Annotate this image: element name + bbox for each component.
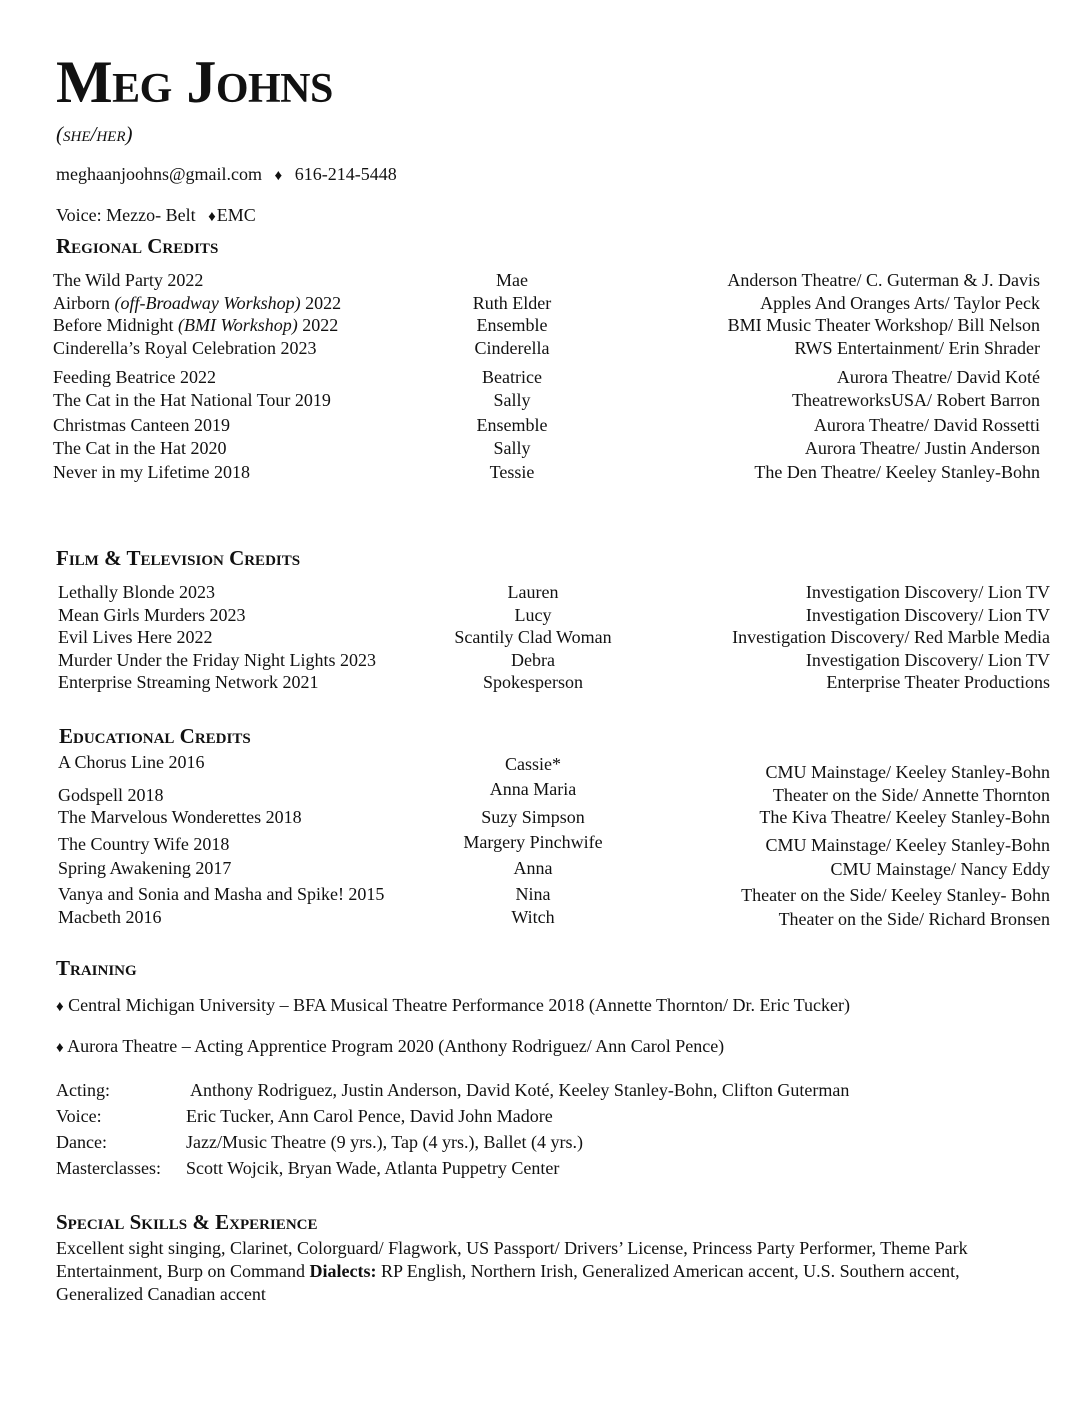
- credit-role: Mae: [496, 270, 528, 290]
- credit-role: Anna Maria: [489, 779, 577, 799]
- pronouns: (she/her): [56, 122, 133, 146]
- credit-title: [53, 269, 203, 291]
- credit-company: CMU Mainstage/ Keeley Stanley-Bohn: [765, 835, 1050, 855]
- credit-company: The Kiva Theatre/ Keeley Stanley-Bohn: [759, 807, 1050, 827]
- credit-row: [0, 883, 1092, 905]
- credit-role: Margery Pinchwife: [463, 832, 603, 852]
- credit-company: Aurora Theatre/ David Koté: [836, 367, 1040, 387]
- diamond-separator-icon: ♦: [208, 209, 216, 225]
- credit-title-text: Godspell 2018: [58, 785, 164, 805]
- training-value-masterclasses: Scott Wojcik, Bryan Wade, Atlanta Puppetry Center: [186, 1158, 560, 1178]
- credit-title-text: The Cat in the Hat National Tour 2019: [53, 390, 331, 410]
- credit-company: Investigation Discovery/ Red Marble Media: [732, 627, 1050, 647]
- credit-row: [0, 857, 1092, 879]
- credit-title: [58, 906, 161, 928]
- credit-title: [53, 389, 331, 411]
- credit-row: [0, 337, 1092, 359]
- credit-row: [0, 581, 1092, 603]
- credit-row: [0, 649, 1092, 671]
- credit-role: Witch: [511, 907, 555, 927]
- credit-role: Anna: [513, 858, 553, 878]
- credit-company: Investigation Discovery/ Lion TV: [805, 650, 1050, 670]
- section-heading-film-tv: Film & Television Credits: [56, 546, 301, 570]
- credit-title-text: Murder Under the Friday Night Lights 2023: [58, 650, 376, 670]
- credit-company: RWS Entertainment/ Erin Shrader: [794, 338, 1040, 358]
- voice-line: [56, 206, 256, 225]
- credit-row: [0, 671, 1092, 693]
- credit-company: Investigation Discovery/ Lion TV: [805, 582, 1050, 602]
- credit-title: [53, 414, 230, 436]
- credit-role: Suzy Simpson: [481, 807, 585, 827]
- credit-title: [58, 649, 376, 671]
- credit-role: Sally: [493, 390, 531, 410]
- credit-company: Theater on the Side/ Annette Thornton: [772, 785, 1050, 805]
- credit-role: Debra: [511, 650, 555, 670]
- credit-title: [58, 751, 205, 773]
- credit-company: TheatreworksUSA/ Robert Barron: [792, 390, 1040, 410]
- credit-row: [0, 906, 1092, 928]
- credit-role: Cassie*: [505, 754, 561, 774]
- credit-company: Theater on the Side/ Richard Bronsen: [778, 909, 1050, 929]
- credit-title-year: 2022: [300, 293, 342, 313]
- credit-company: Investigation Discovery/ Lion TV: [805, 605, 1050, 625]
- credit-title-text: A Chorus Line 2016: [58, 752, 205, 772]
- section-heading-regional: Regional Credits: [56, 234, 219, 258]
- credit-title-text: Before Midnight: [53, 315, 178, 335]
- diamond-bullet-icon: ♦: [56, 999, 64, 1015]
- credit-company: Aurora Theatre/ Justin Anderson: [804, 438, 1040, 458]
- credit-company: BMI Music Theater Workshop/ Bill Nelson: [727, 315, 1040, 335]
- credit-title: [58, 806, 302, 828]
- skills-text: Excellent sight singing, Clarinet, Colorguard/ Flagwork, US Passport/ Drivers’ License, Princess Party Performer, Theme Park Entertainment, Burp on Command: [56, 1238, 968, 1281]
- credit-title: [58, 604, 245, 626]
- section-heading-skills: Special Skills & Experience: [56, 1210, 318, 1234]
- training-program: [56, 996, 850, 1015]
- credit-company: Aurora Theatre/ David Rossetti: [813, 415, 1040, 435]
- credit-title: [58, 883, 384, 905]
- credit-company: The Den Theatre/ Keeley Stanley-Bohn: [754, 462, 1040, 482]
- voice-type: Voice: Mezzo- Belt: [56, 205, 196, 225]
- phone: 616-214-5448: [294, 164, 397, 184]
- credit-title-text: The Country Wife 2018: [58, 834, 230, 854]
- credit-company: Apples And Oranges Arts/ Taylor Peck: [760, 293, 1040, 313]
- credit-company: Enterprise Theater Productions: [826, 672, 1050, 692]
- credit-role: Beatrice: [482, 367, 542, 387]
- dialects-label: Dialects:: [309, 1261, 377, 1281]
- credit-row: [0, 437, 1092, 459]
- credit-title: [58, 671, 318, 693]
- credit-title-text: Lethally Blonde 2023: [58, 582, 215, 602]
- credit-title: [58, 626, 212, 648]
- credit-title-text: Enterprise Streaming Network 2021: [58, 672, 319, 692]
- credit-title-text: Christmas Canteen 2019: [53, 415, 230, 435]
- diamond-bullet-icon: ♦: [56, 1040, 64, 1056]
- credit-title: [53, 461, 250, 483]
- credit-row: [0, 833, 1092, 855]
- dialects-text: RP English, Northern Irish, Generalized American accent, U.S. Southern accent, Generalized Canadian accent: [56, 1261, 960, 1304]
- credit-company: Anderson Theatre/ C. Guterman & J. Davis: [727, 270, 1040, 290]
- email: meghaanjoohns@gmail.com: [56, 164, 263, 184]
- credit-title-year: 2022: [297, 315, 339, 335]
- section-heading-educational: Educational Credits: [59, 724, 251, 748]
- credit-role: Ensemble: [476, 315, 548, 335]
- credit-title-text: Spring Awakening 2017: [58, 858, 232, 878]
- credit-role: Spokesperson: [483, 672, 583, 692]
- credit-title: [58, 857, 231, 879]
- credit-row: [0, 292, 1092, 314]
- credit-company: Theater on the Side/ Keeley Stanley- Bohn: [741, 885, 1050, 905]
- training-label-acting: Acting:: [56, 1080, 110, 1100]
- credit-company: CMU Mainstage/ Keeley Stanley-Bohn: [765, 762, 1050, 782]
- training-program: [56, 1037, 724, 1056]
- credit-role: Lauren: [507, 582, 559, 602]
- union-status: EMC: [216, 205, 256, 225]
- credit-title-text: Cinderella’s Royal Celebration 2023: [53, 338, 317, 358]
- section-heading-training: Training: [56, 956, 137, 980]
- training-program-text: Aurora Theatre – Acting Apprentice Program 2020 (Anthony Rodriguez/ Ann Carol Pence): [67, 1036, 725, 1056]
- credit-row: [0, 269, 1092, 291]
- credit-title: [53, 366, 216, 388]
- credit-row: [0, 414, 1092, 436]
- credit-role: Nina: [515, 884, 551, 904]
- training-program-text: Central Michigan University – BFA Musical Theatre Performance 2018 (Annette Thornton/ Dr. Eric Tucker): [68, 995, 850, 1015]
- credit-row: [0, 751, 1092, 782]
- credit-row: [0, 604, 1092, 626]
- credit-title-text: Vanya and Sonia and Masha and Spike! 2015: [58, 884, 385, 904]
- credit-title-text: Mean Girls Murders 2023: [58, 605, 246, 625]
- training-label-masterclasses: Masterclasses:: [56, 1158, 161, 1178]
- credit-title-text: The Cat in the Hat 2020: [53, 438, 227, 458]
- credit-row: [0, 806, 1092, 828]
- credit-title-text: Evil Lives Here 2022: [58, 627, 213, 647]
- credit-title: [53, 337, 316, 359]
- credit-row: [0, 626, 1092, 648]
- credit-row: [0, 389, 1092, 411]
- credit-role: Ensemble: [476, 415, 548, 435]
- credit-row: [0, 314, 1092, 336]
- credit-title: [53, 292, 341, 314]
- credit-title: [58, 833, 229, 855]
- training-value-voice: Eric Tucker, Ann Carol Pence, David John Madore: [186, 1106, 553, 1126]
- training-value-dance: Jazz/Music Theatre (9 yrs.), Tap (4 yrs.), Ballet (4 yrs.): [186, 1132, 583, 1152]
- credit-title: [58, 784, 164, 806]
- training-value-acting: Anthony Rodriguez, Justin Anderson, David Koté, Keeley Stanley-Bohn, Clifton Guterman: [190, 1080, 850, 1100]
- credit-row: [0, 366, 1092, 388]
- credit-title: [58, 581, 215, 603]
- credit-role: Tessie: [489, 462, 535, 482]
- credit-row: [0, 779, 1092, 806]
- skills-paragraph: [56, 1237, 1046, 1306]
- credit-row: [0, 461, 1092, 483]
- credit-title-text: Airborn: [53, 293, 115, 313]
- candidate-name: Meg Johns: [56, 49, 333, 115]
- credit-role: Scantily Clad Woman: [454, 627, 612, 647]
- credit-title-text: Feeding Beatrice 2022: [53, 367, 216, 387]
- training-label-dance: Dance:: [56, 1132, 107, 1152]
- credit-company: CMU Mainstage/ Nancy Eddy: [830, 859, 1050, 879]
- training-label-voice: Voice:: [56, 1106, 102, 1126]
- credit-title-text: Never in my Lifetime 2018: [53, 462, 250, 482]
- credit-title: [53, 437, 226, 459]
- contact-line: [56, 165, 397, 184]
- credit-title-text: The Wild Party 2022: [53, 270, 204, 290]
- diamond-separator-icon: ♦: [274, 168, 283, 184]
- credit-role: Sally: [493, 438, 531, 458]
- credit-role: Cinderella: [474, 338, 550, 358]
- credit-role: Ruth Elder: [472, 293, 552, 313]
- credit-title: [53, 314, 338, 336]
- credit-title-note: (BMI Workshop): [177, 315, 298, 335]
- credit-title-text: The Marvelous Wonderettes 2018: [58, 807, 302, 827]
- credit-role: Lucy: [514, 605, 552, 625]
- credit-title-note: (off-Broadway Workshop): [114, 293, 301, 313]
- credit-title-text: Macbeth 2016: [58, 907, 162, 927]
